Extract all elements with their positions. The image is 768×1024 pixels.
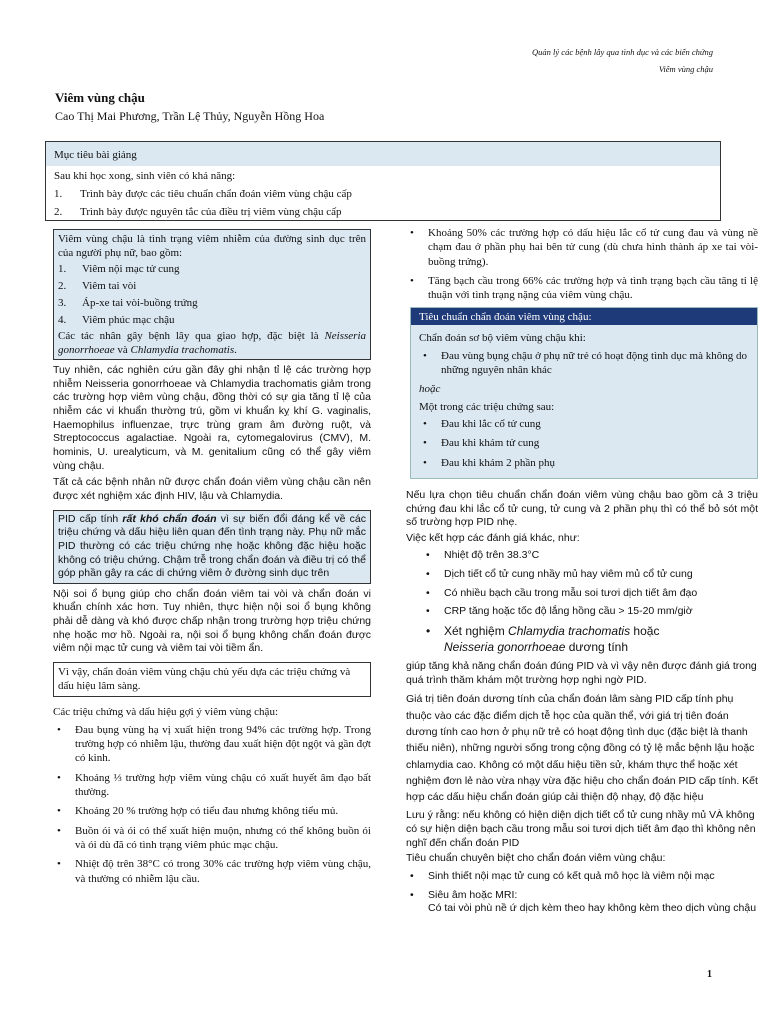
criteria-item: • Đau khi khám tử cung xyxy=(419,436,749,450)
paragraph-value: giúp tăng khả năng chẩn đoán đúng PID và vì vậy nên được đánh giá trong quá trình thăm khám một trường hợp nghi ngờ PID. xyxy=(406,660,757,686)
criteria-item: • Đau khi khám 2 phần phụ xyxy=(419,456,749,470)
definition-item: 3. Áp-xe tai vòi-buồng trứng xyxy=(58,296,198,309)
diagnosis-difficulty-box: PID cấp tính rất khó chẩn đoán vì sự biến đổi đáng kể về các triệu chứng và dấu hiệu liên quan đến tình trạng này. Phụ nữ mắc PID thường có các triệu chứng nhẹ hoặc không đặc hiệu hoặc không có triệu chứng. Chậm trễ trong chẩn đoán và điều trị có thể góp phần gây ra các di chứng viêm ở đường sinh dục trên xyxy=(53,510,371,584)
definition-list xyxy=(58,261,366,329)
left-column xyxy=(53,229,371,891)
signs-item: • Khoảng ⅓ trường hợp viêm vùng chậu có xuất huyết âm đạo bất thường. xyxy=(53,771,371,800)
paragraph-testing: Tất cả các bệnh nhân nữ được chẩn đoán viêm vùng chậu cần nên được xét nghiệm xác định HIV, lậu và Chlamydia. xyxy=(53,476,371,502)
additional-criteria-item: • Xét nghiệm Chlamydia trachomatis hoặc Neisseria gonorrhoeae dương tính xyxy=(422,624,758,655)
page-number: 1 xyxy=(707,969,712,980)
definition-item: 1. Viêm nội mạc tử cung xyxy=(58,262,180,275)
additional-criteria-list xyxy=(422,549,758,655)
paragraph-sensitivity: Nếu lựa chọn tiêu chuẩn chẩn đoán viêm vùng chậu bao gồm cả 3 triệu chứng đau khi lắc cổ tử cung, tử cung và 2 phần phụ thì có thể bỏ sót một số trường hợp PID nhẹ. xyxy=(406,488,758,529)
right-column xyxy=(406,226,758,921)
pathogen-note: Các tác nhân gây bệnh lây qua giao hợp, đặc biệt là Neisseria gonorrhoeae và Chlamydia trachomatis. xyxy=(58,329,366,356)
objective-item: 2. Trình bày được nguyên tắc của điều trị viêm vùng chậu cấp xyxy=(54,206,342,218)
signs-item: • Tăng bạch cầu trong 66% các trường hợp và tình trạng bạch cầu tăng tỉ lệ thuận với tình trạng nặng của viêm vùng chậu. xyxy=(406,274,758,303)
definition-box xyxy=(53,229,371,360)
diagnostic-criteria-box xyxy=(410,307,758,478)
paragraph-predictive-value: Giá trị tiên đoán dương tính của chẩn đoán lâm sàng PID cấp tính phụ thuộc vào các đặc điểm dịch tễ học của quần thể, với giá trị tiên đoán dương tính cao hơn ở phụ nữ trẻ có hoạt động tình dục (đặc biệt là thanh thiếu niên), những người sống trong cộng đồng có tỷ lệ mắc bệnh lậu hoặc chlamydia cao. Không có một dấu hiệu tiền sử, khám thực thể hoặc xét nghiệm đơn lẻ nào vừa nhạy vừa đặc hiệu cho chẩn đoán PID cấp tính. Kết hợp các dấu hiệu chẩn đoán giúp cải thiện độ nhạy, độ đặc hiệu xyxy=(406,693,758,804)
diagnostic-criteria-heading: Tiêu chuẩn chẩn đoán viêm vùng chậu: xyxy=(411,308,757,325)
additional-criteria-item: • CRP tăng hoặc tốc độ lắng hồng cầu > 15-20 mm/giờ xyxy=(422,605,758,619)
authors: Cao Thị Mai Phương, Trần Lệ Thủy, Nguyễn Hồng Hoa xyxy=(55,109,325,123)
objectives-intro: Sau khi học xong, sinh viên có khả năng: xyxy=(54,170,236,182)
additional-criteria-item: • Nhiệt độ trên 38.3°C xyxy=(422,549,758,563)
one-of-label: Một trong các triệu chứng sau: xyxy=(419,400,555,413)
paragraph-note: Lưu ý rằng: nếu không có hiện diện dịch tiết cổ tử cung nhầy mủ VÀ không có sự hiện diện bạch cầu trong mẫu soi tươi dịch tiết âm đạo thì không nên nghĩ đến chẩn đoán PID xyxy=(406,809,756,849)
specific-criteria-list xyxy=(406,870,758,916)
criteria-item: • Đau khi lắc cổ tử cung xyxy=(419,417,749,431)
paragraph-epidemiology: Tuy nhiên, các nghiên cứu gần đây ghi nhận tỉ lệ các trường hợp nhiễm Neisseria gonorrhoeae và Chlamydia trachomatis giảm trong các trường hợp viêm vùng chậu, đồng thời có sự gia tăng tỉ lệ của nhiễm các vi khuẩn thường trú, gồm vi khuẩn kỵ khí G. vaginalis, Haemophilus influenzae, trực trùng gram âm đường ruột, và Streptococcus agalactiae. Ngoài ra, cytomegalovirus (CMV), M. hominis, U. urealyticum, và M. genitalium cũng có thể gây viêm vùng chậu. xyxy=(53,364,371,472)
specific-criteria-item: • Sinh thiết nội mạc tử cung có kết quả mô học là viêm nội mạc xyxy=(406,870,758,884)
document-title: Viêm vùng chậu xyxy=(55,90,145,105)
running-header-title: Quản lý các bệnh lây qua tình dục và các biến chứng xyxy=(532,47,713,57)
signs-list xyxy=(53,723,371,886)
objectives-heading: Mục tiêu bài giảng xyxy=(46,142,720,166)
paragraph-laparoscopy: Nội soi ổ bụng giúp cho chẩn đoán viêm tai vòi và chẩn đoán vi khuẩn chính xác hơn. Tuy nhiên, thực hiện nội soi ổ bụng không phải dễ dàng và khó được chấp nhận trong trường hợp triệu chứng nhẹ hoặc mơ hồ. Ngoài ra, nội soi ổ bụng không chẩn đoán được viêm nội mạc tử cung và viêm tai vòi tiềm ẩn. xyxy=(53,587,371,655)
additional-criteria-item: • Có nhiều bạch cầu trong mẫu soi tươi dịch tiết âm đạo xyxy=(422,587,758,601)
specific-criteria-item: • Siêu âm hoặc MRI: Có tai vòi phù nề ứ dịch kèm theo hay không kèm theo dịch vùng chậu xyxy=(406,889,758,916)
running-header-subtitle: Viêm vùng chậu xyxy=(658,64,713,74)
definition-item: 2. Viêm tai vòi xyxy=(58,279,137,292)
signs-intro: Các triệu chứng và dấu hiệu gợi ý viêm vùng chậu: xyxy=(53,705,278,718)
clinical-basis-box: Vì vậy, chẩn đoán viêm vùng chậu chủ yếu dựa các triệu chứng và dấu hiệu lâm sàng. xyxy=(53,662,371,697)
objectives-box xyxy=(45,141,721,221)
specific-criteria-intro: Tiêu chuẩn chuyên biệt cho chẩn đoán viêm vùng chậu: xyxy=(406,852,666,865)
paragraph-combination: Việc kết hợp các đánh giá khác, như: xyxy=(406,531,580,544)
definition-intro: Viêm vùng chậu là tình trạng viêm nhiễm của đường sinh dục trên của người phụ nữ, bao gồm: xyxy=(58,233,366,260)
signs-list-continued xyxy=(406,226,758,302)
additional-criteria-item: • Dịch tiết cổ tử cung nhầy mủ hay viêm mủ cổ tử cung xyxy=(422,568,758,582)
signs-item: • Buồn ói và ói có thể xuất hiện muộn, nhưng có thể không buồn ói và ói dù đã có tình trạng viêm phúc mạc chậu. xyxy=(53,824,371,853)
signs-item: • Nhiệt độ trên 38°C có trong 30% các trường hợp viêm vùng chậu, và thường có nhiễm lậu cầu. xyxy=(53,857,371,886)
objective-item: 1. Trình bày được các tiêu chuẩn chẩn đoán viêm vùng chậu cấp xyxy=(54,188,352,200)
definition-item: 4. Viêm phúc mạc chậu xyxy=(58,313,175,326)
or-label: hoặc xyxy=(419,383,441,396)
preliminary-diagnosis-label: Chẩn đoán sơ bộ viêm vùng chậu khi: xyxy=(419,332,586,345)
signs-item: • Khoảng 50% các trường hợp có dấu hiệu lắc cổ tử cung đau và vùng nề chạm đau ở phần phụ hai bên tử cung (dù chưa hình thành áp xe tai vòi-buồng trứng). xyxy=(406,226,758,269)
signs-item: • Đau bụng vùng hạ vị xuất hiện trong 94% các trường hợp. Trong trường hợp có nhiễm lậu, thường đau xuất hiện đột ngột và gần đợt có kinh. xyxy=(53,723,371,766)
signs-item: • Khoảng 20 % trường hợp có tiểu đau nhưng không tiểu mủ. xyxy=(53,804,371,818)
criteria-item: • Đau vùng bụng chậu ở phụ nữ trẻ có hoạt động tình dục mà không do những nguyên nhân khác xyxy=(419,349,749,378)
